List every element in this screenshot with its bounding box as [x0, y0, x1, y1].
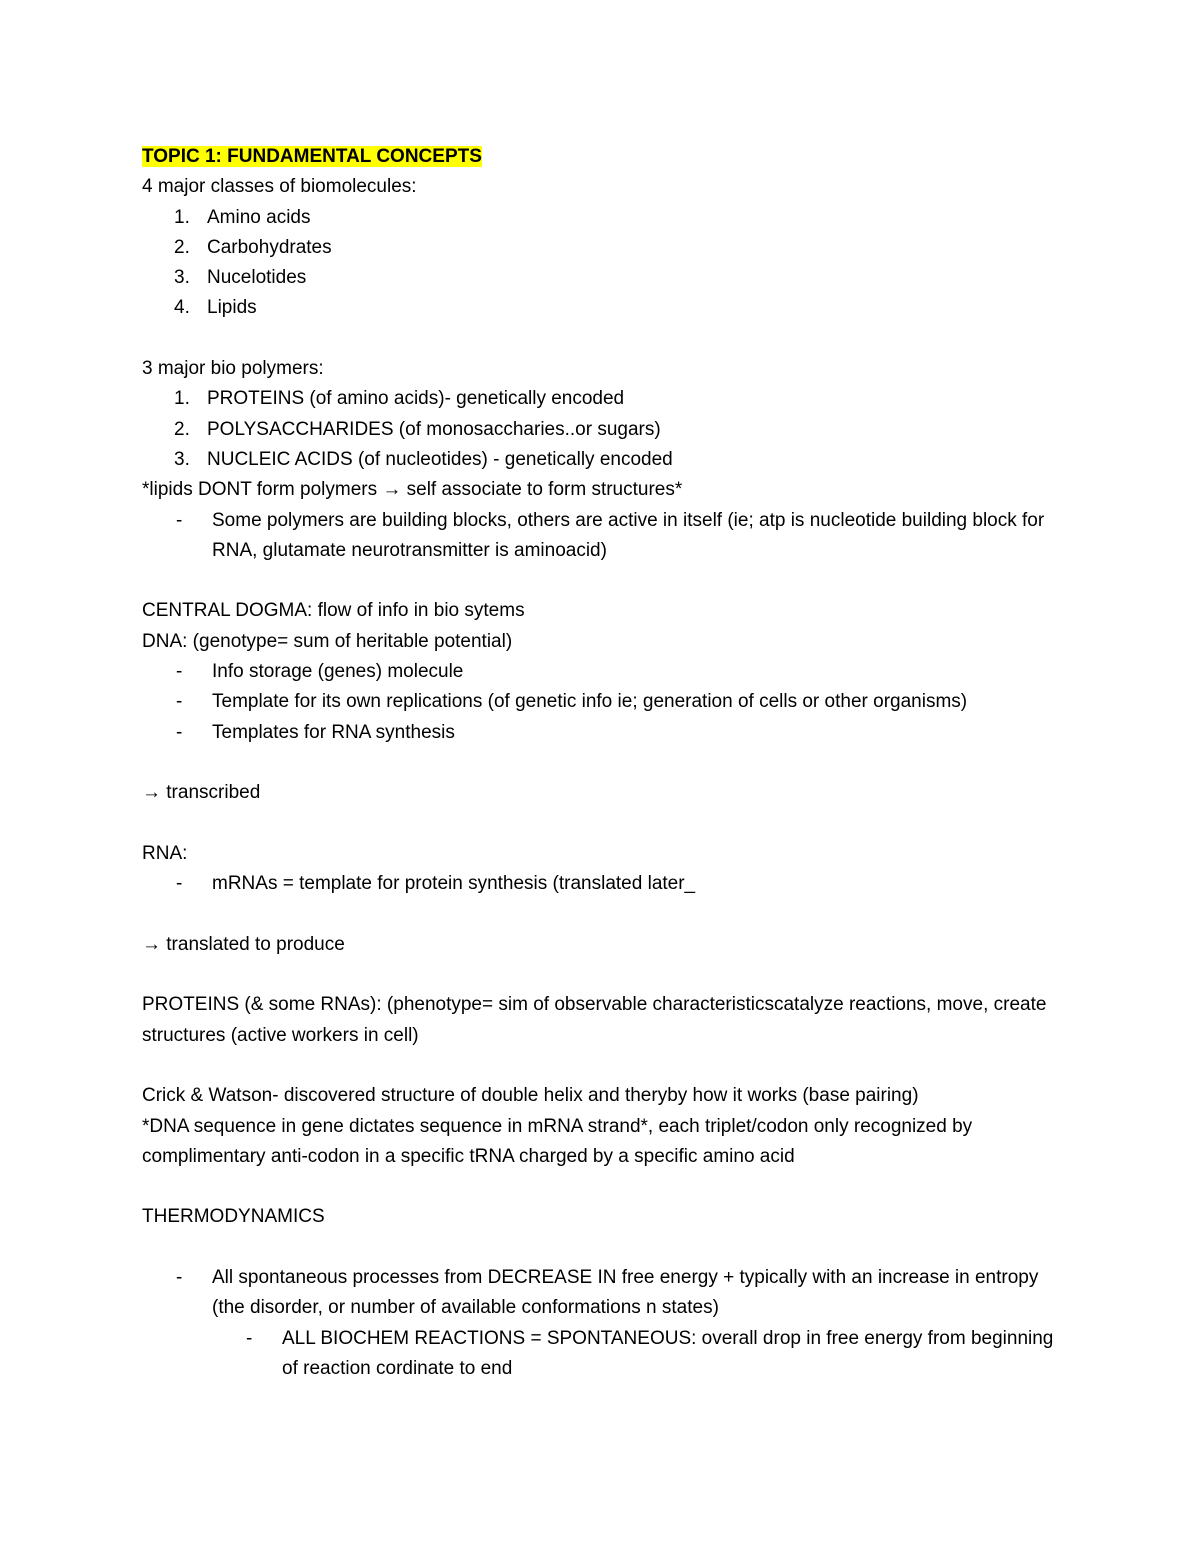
- translated-arrow: → translated to produce: [142, 933, 345, 955]
- dna-sequence-paragraph: *DNA sequence in gene dictates sequence in mRNA strand*, each triplet/codon only recognized by complimentary anti-codon in a specific tRNA charged by a specific amino acid: [142, 1115, 978, 1167]
- list-item: [142, 263, 1072, 293]
- central-dogma-heading: CENTRAL DOGMA: flow of info in bio sytems: [142, 600, 525, 622]
- list-item: [142, 203, 1072, 233]
- list-number: 3.: [174, 448, 190, 470]
- sub-bullet-item: [142, 1324, 1072, 1385]
- bullet-dash: -: [176, 661, 183, 683]
- list-text: Lipids: [207, 297, 257, 319]
- crick-watson-paragraph: Crick & Watson- discovered structure of double helix and theryby how it works (base pairing): [142, 1085, 919, 1107]
- bullet-item: [142, 869, 1072, 899]
- list-item: [142, 445, 1072, 475]
- list-text: NUCLEIC ACIDS (of nucleotides) - genetically encoded: [207, 448, 673, 470]
- bullet-text: All spontaneous processes from DECREASE IN free energy + typically with an increase in entropy (the disorder, or number of available conformations n states): [212, 1266, 1044, 1319]
- bullet-text: Some polymers are building blocks, others are active in itself (ie; atp is nucleotide building block for RNA, glutamate neurotransmitter is aminoacid): [212, 509, 1050, 561]
- bullet-dash: -: [176, 721, 183, 743]
- bullet-text: ALL BIOCHEM REACTIONS = SPONTANEOUS: overall drop in free energy from beginning of reaction cordinate to end: [282, 1327, 1059, 1379]
- topic-title: TOPIC 1: FUNDAMENTAL CONCEPTS: [142, 146, 482, 167]
- bullet-text: Template for its own replications (of genetic info ie; generation of cells or other organisms): [212, 691, 968, 713]
- bullet-dash: -: [176, 509, 183, 531]
- list-number: 1.: [174, 388, 190, 410]
- bullet-text: Templates for RNA synthesis: [212, 721, 455, 743]
- bullet-dash: -: [176, 873, 183, 895]
- list-number: 2.: [174, 236, 190, 258]
- bullet-item: [142, 506, 1072, 567]
- list-item: [142, 233, 1072, 263]
- polymers-heading: 3 major bio polymers:: [142, 358, 324, 380]
- document-body: [142, 142, 1072, 1384]
- transcribed-arrow: → transcribed: [142, 782, 261, 804]
- biomolecules-heading: 4 major classes of biomolecules:: [142, 176, 417, 198]
- bullet-dash: -: [176, 1266, 183, 1288]
- bullet-text: Info storage (genes) molecule: [212, 661, 464, 683]
- list-number: 3.: [174, 267, 190, 289]
- list-text: Carbohydrates: [207, 236, 332, 258]
- bullet-item: [142, 1263, 1072, 1324]
- bullet-dash: -: [176, 691, 183, 713]
- bullet-item: [142, 687, 1072, 717]
- dna-heading: DNA: (genotype= sum of heritable potential): [142, 630, 513, 652]
- rna-heading: RNA:: [142, 842, 188, 864]
- list-item: [142, 293, 1072, 323]
- list-item: [142, 384, 1072, 414]
- bullet-item: [142, 718, 1072, 748]
- list-text: Nucelotides: [207, 267, 307, 289]
- list-text: PROTEINS (of amino acids)- genetically encoded: [207, 388, 625, 410]
- list-number: 1.: [174, 206, 190, 228]
- topic-heading: [142, 142, 1072, 172]
- list-text: Amino acids: [207, 206, 311, 228]
- bullet-dash: -: [246, 1327, 253, 1349]
- bullet-text: mRNAs = template for protein synthesis (translated later_: [212, 873, 696, 895]
- bullet-item: [142, 657, 1072, 687]
- list-item: [142, 415, 1072, 445]
- thermodynamics-heading: THERMODYNAMICS: [142, 1206, 325, 1228]
- list-number: 4.: [174, 297, 190, 319]
- lipids-note: *lipids DONT form polymers → self associate to form structures*: [142, 479, 683, 501]
- list-number: 2.: [174, 418, 190, 440]
- list-text: POLYSACCHARIDES (of monosaccharies..or sugars): [207, 418, 661, 440]
- proteins-paragraph: PROTEINS (& some RNAs): (phenotype= sim of observable characteristicscatalyze reactions, move, create structures (active workers in cell): [142, 994, 1052, 1046]
